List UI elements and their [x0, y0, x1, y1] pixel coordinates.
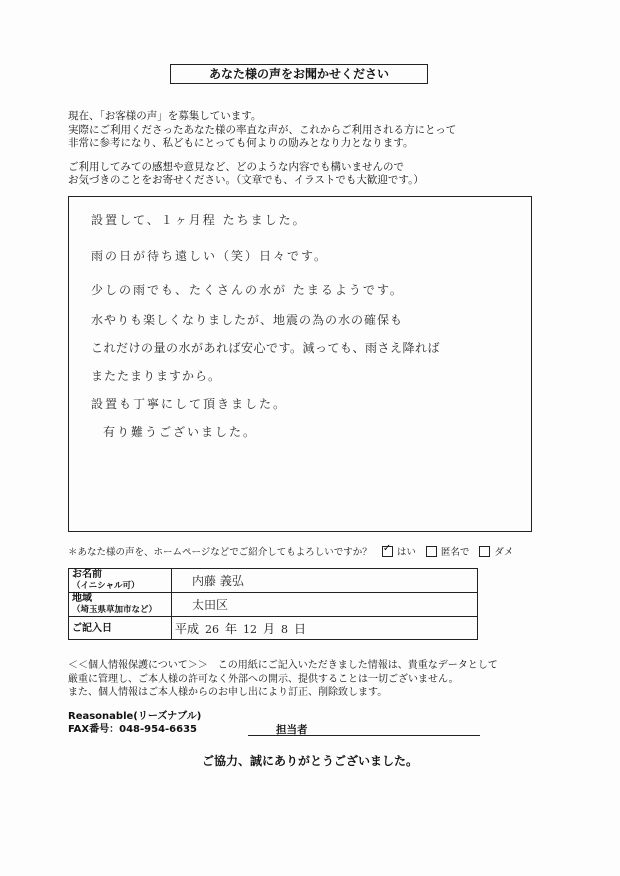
date-month-unit: 月 — [263, 621, 276, 636]
customer-info-table — [68, 568, 478, 640]
staff-field: 担当者 — [248, 722, 480, 736]
handwritten-line: これだけの量の水があれば安心です。減っても、雨さえ降れば — [91, 341, 441, 355]
handwritten-line: 少しの雨でも、たくさんの水が たまるようです。 — [91, 283, 404, 297]
name-value[interactable]: 内藤 義弘 — [172, 569, 478, 593]
date-value[interactable] — [172, 617, 478, 640]
region-label-sub: （埼玉県草加市など） — [72, 605, 158, 615]
date-year: 26 — [205, 622, 220, 636]
intro-line: 非常に参考になり、私どもにとっても何よりの励みとなり力となります。 — [68, 137, 414, 149]
thanks-message: ご協力、誠にありがとうございました。 — [201, 754, 418, 768]
consent-yes-checkbox[interactable] — [382, 546, 393, 557]
name-label-sub: （イニシャル可） — [72, 581, 140, 591]
comment-box — [68, 196, 532, 532]
name-label — [69, 569, 172, 593]
consent-yes-label: はい — [396, 547, 416, 558]
date-year-unit: 年 — [225, 621, 238, 636]
privacy-notice — [68, 659, 498, 700]
consent-anonymous-checkbox[interactable] — [426, 546, 437, 557]
date-day: 8 — [281, 622, 289, 636]
intro-line: ご利用してみての感想や意見など、どのような内容でも構いませんので — [68, 160, 404, 173]
region-row — [69, 593, 478, 617]
handwritten-line: 設置も丁寧にして頂きました。 — [91, 397, 288, 411]
date-day-unit: 日 — [294, 621, 307, 636]
date-row — [69, 617, 478, 640]
intro-text — [68, 110, 456, 188]
region-label-text: 地域 — [72, 593, 92, 604]
consent-no-checkbox[interactable] — [479, 546, 490, 557]
privacy-line: ＜＜個人情報保護について＞＞ この用紙にご記入いただきました情報は、貴重なデータとして — [68, 660, 498, 671]
handwritten-line: 設置して、１ヶ月程 たちました。 — [91, 213, 307, 227]
date-label: ご記入日 — [69, 617, 172, 640]
intro-line: 現在、「お客様の声」を募集しています。 — [68, 110, 262, 122]
form-title: あなた様の声をお聞かせください — [170, 64, 428, 84]
intro-line: 実際にご利用くださったあなた様の率直な声が、これからご利用される方にとって — [68, 123, 457, 136]
region-value[interactable]: 太田区 — [172, 593, 478, 617]
name-row — [69, 569, 478, 593]
consent-question — [68, 544, 513, 558]
company-name: Reasonable(リーズナブル) — [68, 711, 202, 722]
company-info — [68, 710, 201, 736]
handwritten-line: またたまりますから。 — [91, 369, 222, 383]
region-label — [69, 593, 172, 617]
company-fax: FAX番号：048-954-6635 — [68, 724, 198, 735]
name-label-text: お名前 — [72, 569, 102, 580]
consent-no-label: ダメ — [494, 547, 514, 558]
privacy-line: また、個人情報はご本人様からのお申し出により訂正、削除致します。 — [68, 687, 388, 698]
handwritten-line: 水やりも楽しくなりましたが、地震の為の水の確保も — [91, 313, 404, 327]
date-era: 平成 — [175, 621, 200, 636]
consent-anonymous-label: 匿名で — [440, 547, 470, 558]
handwritten-line: 有り難うございました。 — [103, 425, 258, 439]
handwritten-line: 雨の日が待ち遠しい（笑）日々です。 — [91, 249, 329, 263]
privacy-line: 厳重に管理し、ご本人様の許可なく外部への開示、提供することは一切ございません。 — [68, 673, 459, 685]
intro-line: お気づきのことをお寄せください。（文章でも、イラストでも大歓迎です。） — [68, 174, 424, 186]
date-month: 12 — [243, 622, 258, 636]
consent-question-text: ＊あなた様の声を、ホームページなどでご紹介してもよろしいですか？ — [68, 547, 372, 558]
